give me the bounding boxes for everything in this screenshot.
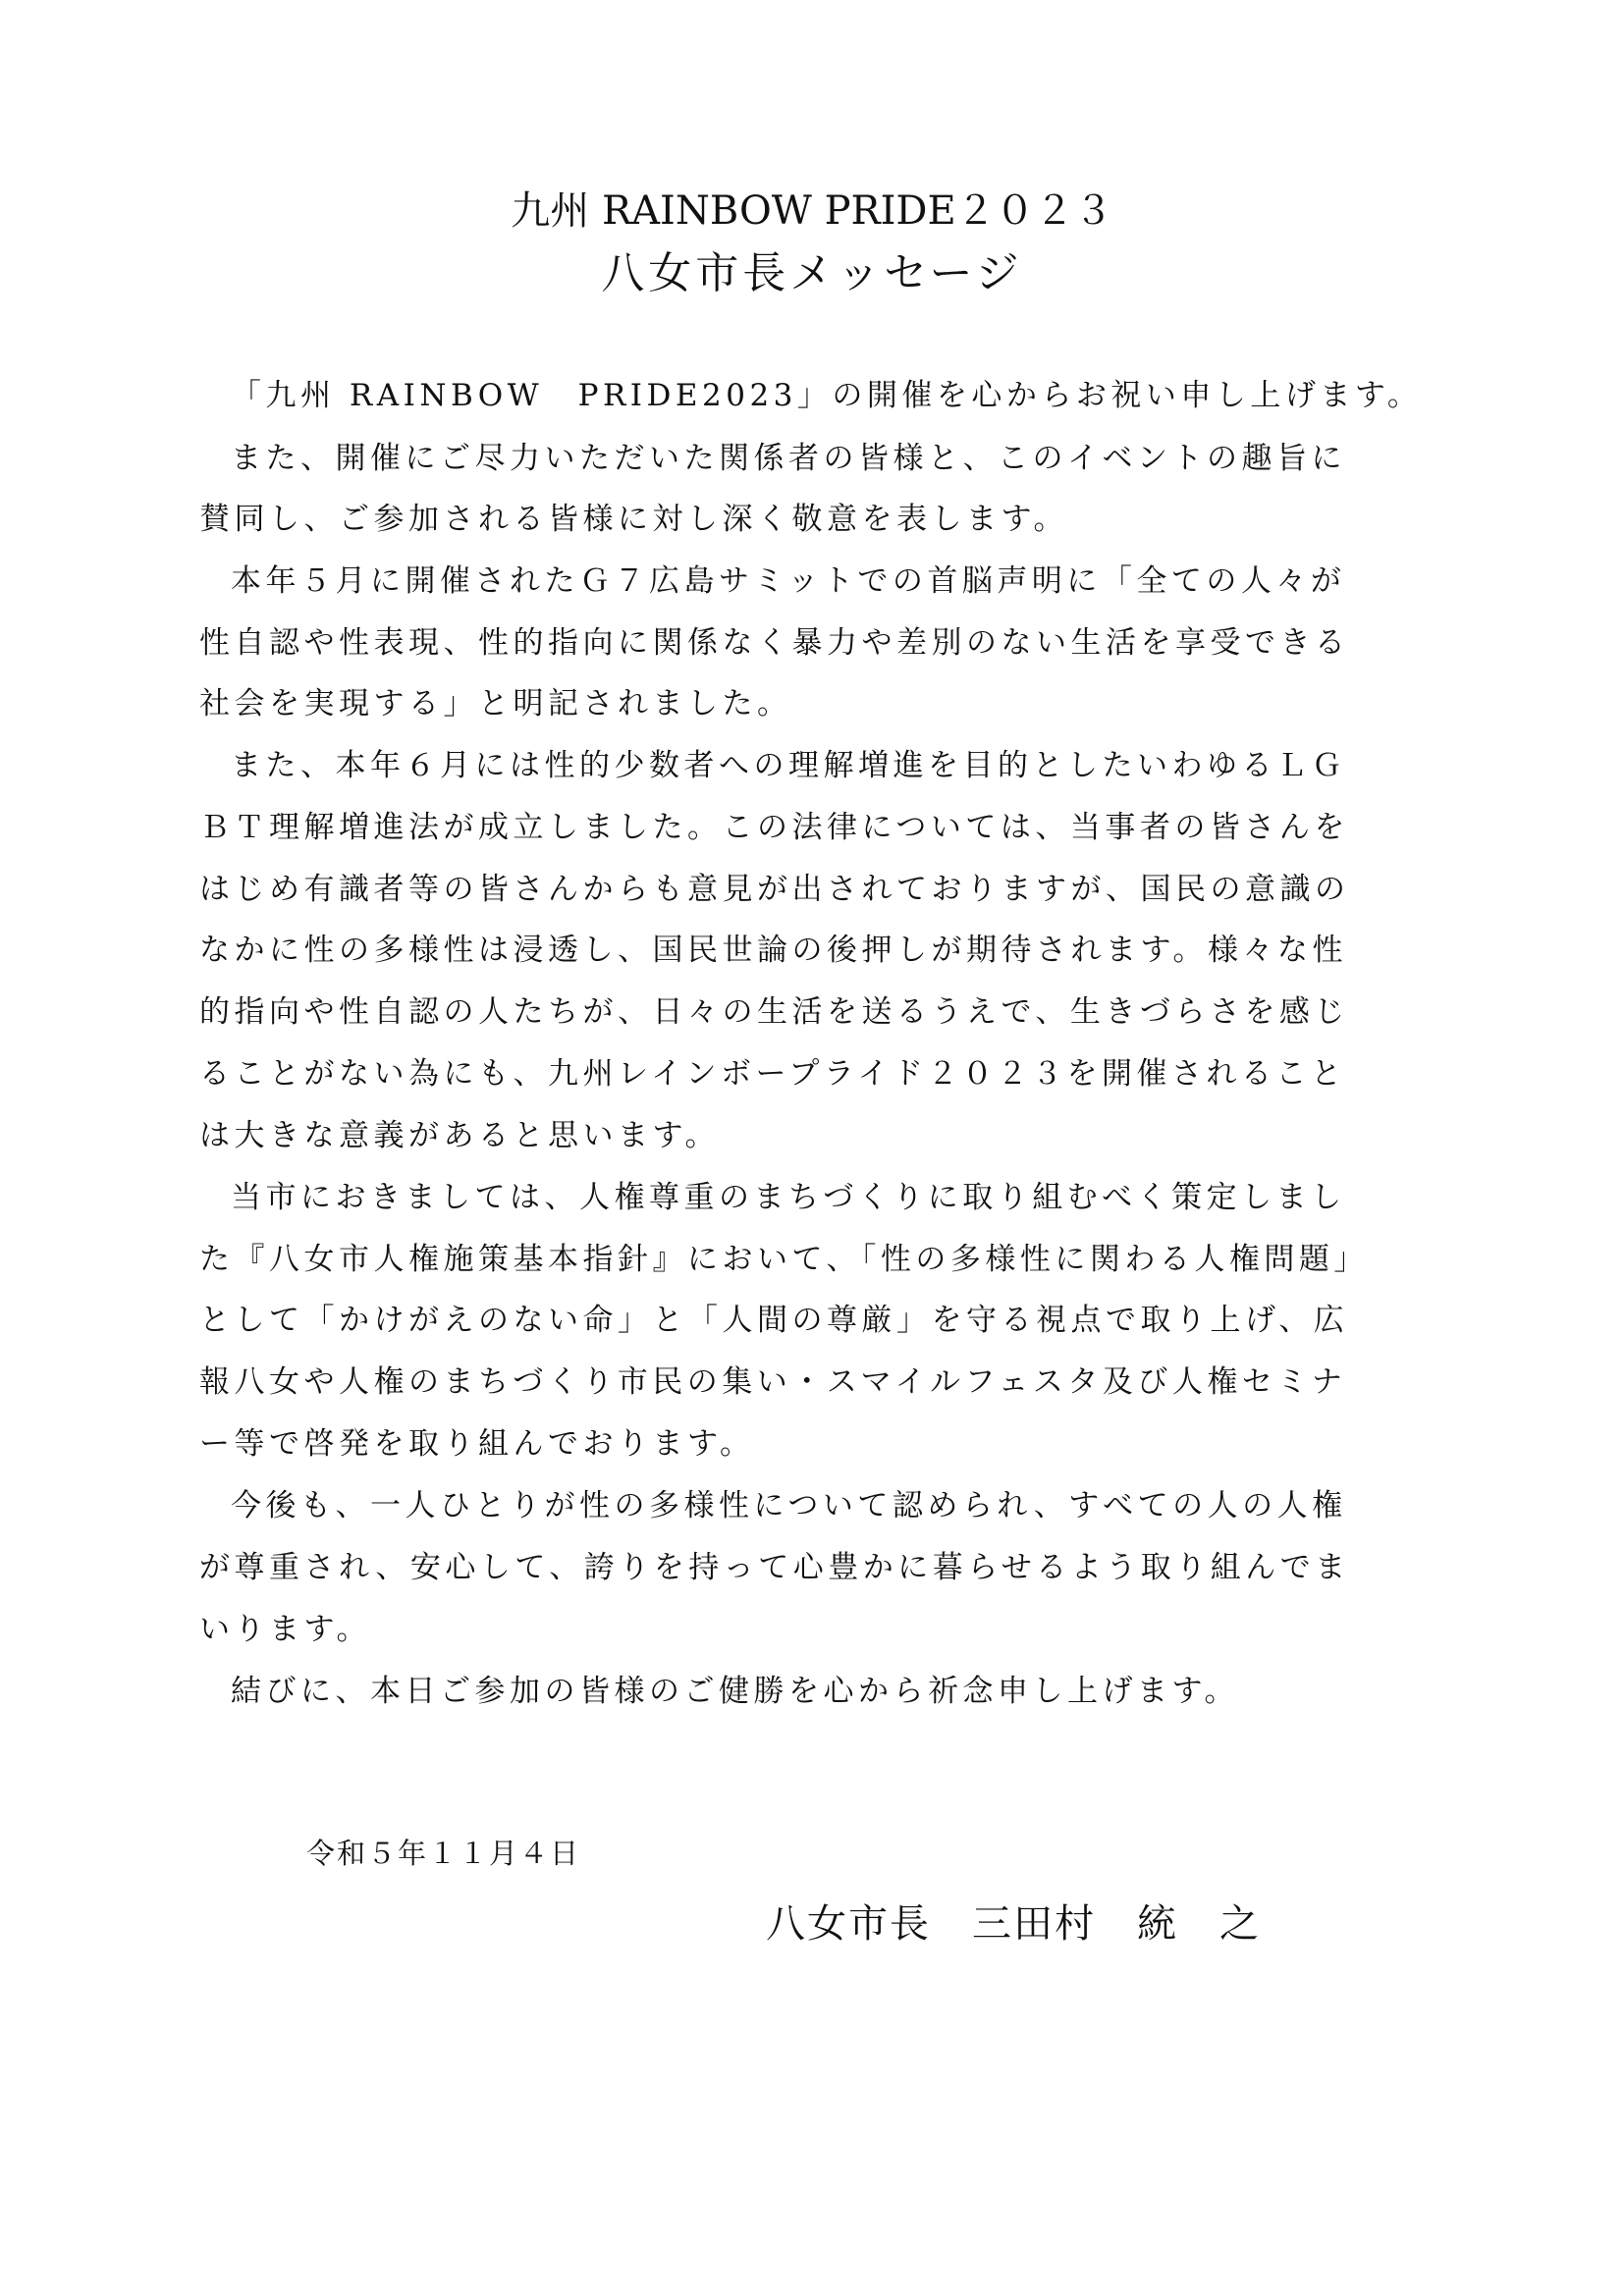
paragraph-line: 「九州 RAINBOW PRIDE2023」の開催を心からお祝い申し上げます。	[231, 378, 1423, 413]
paragraph-line: 今後も、一人ひとりが性の多様性について認められ、すべての人の人権	[231, 1488, 1347, 1523]
paragraph-line: はじめ有識者等の皆さんからも意見が出されておりますが、国民の意識の	[199, 872, 1350, 907]
paragraph-line: 社会を実現する」と明記されました。	[199, 686, 792, 721]
paragraph-line: 的指向や性自認の人たちが、日々の生活を送るうえで、生きづらさを感じ	[199, 994, 1349, 1030]
paragraph-line: また、開催にご尽力いただいた関係者の皆様と、このイベントの趣旨に	[231, 441, 1346, 476]
paragraph-line: ー等で啓発を取り組んでおります。	[199, 1426, 755, 1462]
paragraph-line: として「かけがえのない命」と「人間の尊厳」を守る視点で取り上げ、広	[199, 1303, 1349, 1338]
paragraph-line: 賛同し、ご参加される皆様に対し深く敬意を表します。	[199, 502, 1069, 537]
paragraph-line: た『八女市人権施策基本指針』において、「性の多様性に関わる人権問題」	[199, 1242, 1369, 1277]
paragraph-line: 結びに、本日ご参加の皆様のご健勝を心から祈念申し上げます。	[231, 1674, 1240, 1709]
document-date: 令和５年１１月４日	[306, 1837, 581, 1870]
paragraph-line: は大きな意義があると思います。	[199, 1118, 721, 1153]
paragraph-line: が尊重され、安心して、誇りを持って心豊かに暮らせるよう取り組んでま	[199, 1550, 1350, 1585]
document-subtitle: 八女市長メッセージ	[601, 248, 1023, 298]
paragraph-line: なかに性の多様性は浸透し、国民世論の後押しが期待されます。様々な性	[199, 933, 1348, 968]
paragraph-line: 当市におきましては、人権尊重のまちづくりに取り組むべく策定しまし	[231, 1180, 1346, 1215]
paragraph-line: また、本年６月には性的少数者への理解増進を目的としたいわゆるＬＧ	[231, 748, 1346, 783]
paragraph-line: 本年５月に開催されたＧ７広島サミットでの首脳声明に「全ての人々が	[231, 563, 1346, 599]
paragraph-line: 性自認や性表現、性的指向に関係なく暴力や差別のない生活を享受できる	[199, 625, 1350, 661]
paragraph-line: 報八女や人権のまちづくり市民の集い・スマイルフェスタ及び人権セミナ	[199, 1364, 1347, 1400]
paragraph-line: いります。	[199, 1612, 372, 1647]
signature: 八女市長 三田村 統 之	[766, 1901, 1261, 1947]
paragraph-line: ることがない為にも、九州レインボープライド２０２３を開催されること	[199, 1056, 1346, 1092]
document-title: 九州 RAINBOW PRIDE２０２３	[511, 188, 1113, 234]
paragraph-line: ＢＴ理解増進法が成立しました。この法律については、当事者の皆さんを	[199, 810, 1349, 845]
